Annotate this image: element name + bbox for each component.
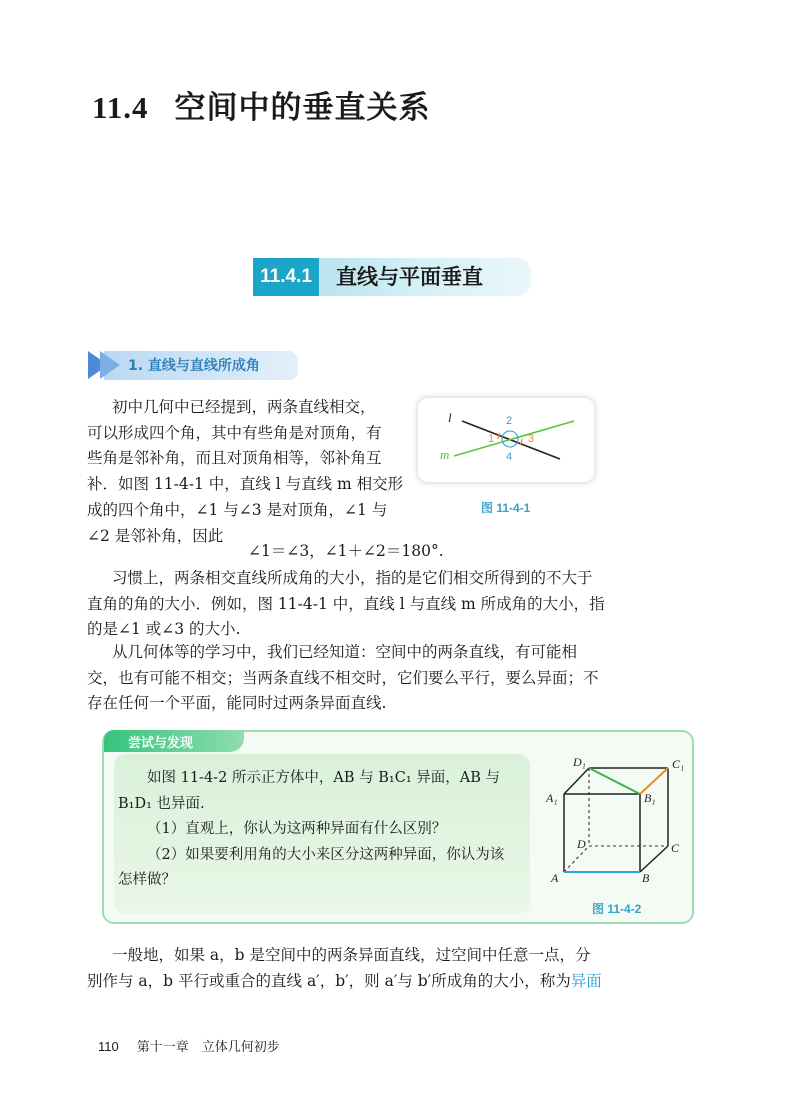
intro-line: 初中几何中已经提到，两条直线相交， xyxy=(112,398,376,416)
section-number: 11.4.1 xyxy=(253,258,319,296)
label-l: l xyxy=(448,410,452,425)
chapter-title-text: 空间中的垂直关系 xyxy=(174,90,431,126)
label-m: m xyxy=(440,447,450,462)
para4-line-text: 别作与 a，b 平行或重合的直线 a′，b′，则 a′与 b′所成角的大小，称为 xyxy=(87,971,571,990)
vertex-A: A xyxy=(551,871,559,885)
para3-line: 存在任何一个平面，能同时过两条异面直线. xyxy=(87,694,387,713)
intro-line: 补．如图 11-4-1 中，直线 l 与直线 m 相交形 xyxy=(87,475,404,494)
vertex-D1: D₁ xyxy=(573,755,586,769)
subsection-title: 1. 直线与直线所成角 xyxy=(128,358,260,374)
edge-BC xyxy=(640,846,668,872)
page-footer xyxy=(98,1036,280,1055)
angle-label-4: 4 xyxy=(506,451,513,463)
try-box-title: 尝试与发现 xyxy=(128,736,194,751)
formula: ∠1＝∠3，∠1＋∠2＝180°. xyxy=(248,542,444,560)
intro-line: 些角是邻补角，而且对顶角相等，邻补角互 xyxy=(87,449,382,468)
angle-label-3: 3 xyxy=(528,433,535,445)
vertex-B: B xyxy=(642,871,650,885)
try-box-line: 如图 11-4-2 所示正方体中，AB 与 B₁C₁ 异面，AB 与 xyxy=(147,770,500,786)
try-box-line: B₁D₁ 也异面. xyxy=(118,795,205,812)
para3-line: 从几何体等的学习中，我们已经知道：空间中的两条直线，有可能相 xyxy=(112,643,578,661)
vertex-A1: A₁ xyxy=(546,791,558,805)
angle-label-2: 2 xyxy=(506,415,513,427)
footer-chapter: 第十一章 立体几何初步 xyxy=(136,1040,280,1055)
vertex-C: C xyxy=(671,841,680,855)
section-title: 直线与平面垂直 xyxy=(336,264,483,289)
vertex-C1: C₁ xyxy=(672,757,685,771)
chapter-title xyxy=(92,82,431,127)
try-box-line: （1）直观上，你认为这两种异面有什么区别？ xyxy=(147,821,447,837)
intro-line: 可以形成四个角，其中有些角是对顶角，有 xyxy=(87,423,382,442)
chapter-number: 11.4 xyxy=(92,90,149,125)
edge-B1D1 xyxy=(589,768,640,794)
angle-label-1: 1 xyxy=(488,433,495,445)
figure-11-4-1 xyxy=(418,398,594,482)
try-box-line: 怎样做？ xyxy=(118,872,176,888)
para2-line: 习惯上，两条相交直线所成角的大小，指的是它们相交所得到的不大于 xyxy=(112,569,593,587)
edge-A1D1 xyxy=(564,768,589,794)
key-term: 异面 xyxy=(570,971,602,990)
figure-11-4-2 xyxy=(540,748,690,898)
try-box-line: （2）如果要利用角的大小来区分这两种异面，你认为该 xyxy=(147,846,505,863)
vertex-D: D xyxy=(577,837,586,851)
figure-11-4-1-caption: 图 11-4-1 xyxy=(481,501,531,515)
para3-line: 交，也有可能不相交；当两条直线不相交时，它们要么平行，要么异面；不 xyxy=(87,668,599,687)
para4-line-2 xyxy=(87,969,602,995)
para2-line: 的是∠1 或∠3 的大小. xyxy=(87,620,241,639)
figure-11-4-2-caption: 图 11-4-2 xyxy=(592,902,642,916)
para2-line: 直角的角的大小．例如，图 11-4-1 中，直线 l 与直线 m 所成角的大小，指 xyxy=(87,594,605,613)
intro-line: ∠2 是邻补角，因此 xyxy=(87,526,224,545)
intro-line: 成的四个角中，∠1 与∠3 是对顶角，∠1 与 xyxy=(87,500,388,519)
vertex-B1: B₁ xyxy=(644,791,656,805)
para4-line: 一般地，如果 a，b 是空间中的两条异面直线，过空间中任意一点，分 xyxy=(112,946,591,964)
page-number: 110 xyxy=(98,1039,119,1054)
line-m xyxy=(454,421,574,456)
